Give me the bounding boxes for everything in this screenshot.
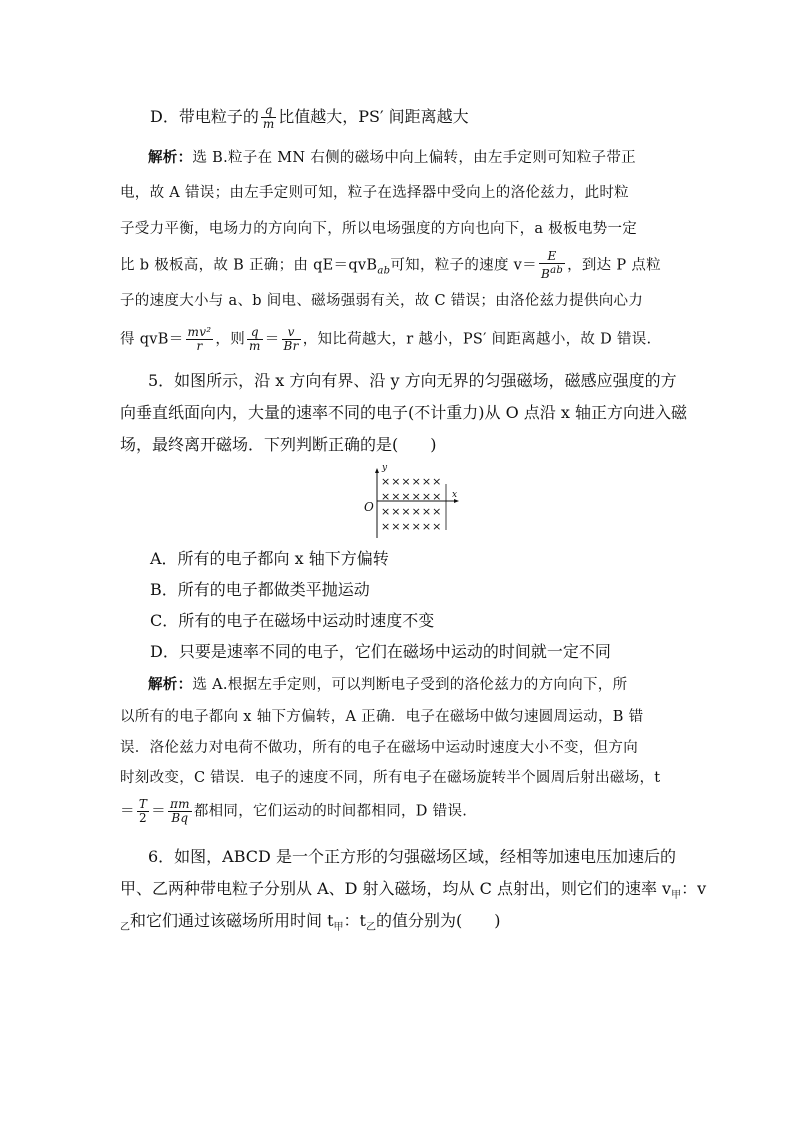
fraction-t-over-2: $\frac{T}{2}$ [138, 797, 148, 825]
fraction-mv2-over-r: $\frac{\text{mv²}}{r}$ [187, 325, 212, 353]
q5-stem-line-3: 场，最终离开磁场．下列判断正确的是( ) [120, 435, 437, 454]
fraction-v-over-br: $\frac{v}{Br}$ [283, 325, 299, 353]
q4-solution-line-6: 得 qvB＝ $\frac{\text{mv²}}{r}$ ，则 $\frac{q}{m}$ ＝ $\frac{v}{Br}$ ，知比荷越大，r 越小，PS′ 间距离越小，故 D 错误. [120, 325, 652, 353]
cross-row: ×××××× [381, 475, 443, 488]
q6-stem-line-3: $_乙$和它们通过该磁场所用时间 $t_甲$：$t_乙$的值分别为( ) [120, 911, 501, 934]
fraction-q-over-m-2: $\frac{q}{m}$ [249, 325, 261, 353]
solution-label: 解析： [148, 149, 193, 166]
x-axis-label: x [452, 490, 458, 500]
q5-stem-line-1: 5．如图所示，沿 x 方向有界、沿 y 方向无界的匀强磁场，磁感应强度的方 [148, 371, 677, 390]
y-axis-label: y [382, 463, 388, 473]
q5-stem-line-2: 向垂直纸面向内，大量的速率不同的电子(不计重力)从 O 点沿 x 轴正方向进入磁 [120, 403, 687, 422]
cross-row: ×××××× [381, 505, 443, 518]
option-d-text-end: 比值越大，PS′ 间距离越大 [278, 107, 469, 126]
q4-solution-line-3: 子受力平衡，电场力的方向向下，所以电场强度的方向也向下，a 极板电势一定 [120, 221, 638, 237]
magnetic-field-figure [360, 463, 470, 542]
fraction-e-over-b: $\frac{E}{B^{ab}}$ [540, 249, 564, 281]
option-d-text: D．带电粒子的 [150, 107, 259, 126]
fraction-pim-over-bq: $\frac{\pi m}{Bq}$ [169, 797, 190, 825]
q4-solution-line-4: 比 b 极板高，故 B 正确；由 qE＝qvB$_{ab}$可知，粒子的速度 v＝ $\frac{E}{B^{ab}}$ ，到达 P 点粒 [120, 249, 661, 281]
q6-stem-line-2: 甲、乙两种带电粒子分别从 A、D 射入磁场，均从 C 点射出，则它们的速率 $v_甲$：v [120, 879, 707, 902]
q5-option-d: D．只要是速率不同的电子，它们在磁场中运动的时间就一定不同 [150, 642, 611, 661]
cross-row: ×××××× [381, 520, 443, 533]
q5-solution-line-4: 时刻改变，C 错误．电子的速度不同，所有电子在磁场旋转半个圆周后射出磁场，t [120, 770, 661, 786]
q5-solution-line-2: 以所有的电子都向 x 轴下方偏转，A 正确．电子在磁场中做匀速圆周运动，B 错 [120, 709, 644, 725]
q5-solution-line-5: ＝ $\frac{T}{2}$ ＝ $\frac{\pi m}{Bq}$ 都相同，它们运动的时间都相同，D 错误. [120, 797, 468, 825]
y-axis-arrow-icon [375, 468, 379, 473]
q5-solution-line-1: 解析：选 A.根据左手定则，可以判断电子受到的洛伦兹力的方向向下，所 [148, 676, 628, 693]
q5-option-c: C．所有的电子在磁场中运动时速度不变 [150, 611, 435, 630]
solution-label: 解析： [148, 676, 193, 693]
fraction-q-over-m: $\frac{q}{m}$ [262, 103, 275, 131]
q5-option-b: B．所有的电子都做类平抛运动 [150, 580, 370, 599]
q6-stem-line-1: 6．如图，ABCD 是一个正方形的匀强磁场区域，经相等加速电压加速后的 [148, 847, 676, 866]
field-cross-grid [381, 474, 442, 534]
cross-row: ×××××× [381, 490, 443, 503]
q4-solution-line-1: 解析：选 B.粒子在 MN 右侧的磁场中向上偏转，由左手定则可知粒子带正 [148, 149, 636, 166]
q4-option-d [150, 104, 469, 131]
q5-solution-line-3: 误．洛伦兹力对电荷不做功，所有的电子在磁场中运动时速度大小不变，但方向 [120, 740, 638, 756]
q4-solution-line-5: 子的速度大小与 a、b 间电、磁场强弱有关，故 C 错误；由洛伦兹力提供向心力 [120, 293, 644, 309]
origin-label: O [364, 500, 374, 514]
q4-solution-line-2: 电，故 A 错误；由左手定则可知，粒子在选择器中受向上的洛伦兹力，此时粒 [120, 185, 629, 201]
q5-option-a: A．所有的电子都向 x 轴下方偏转 [150, 549, 389, 568]
